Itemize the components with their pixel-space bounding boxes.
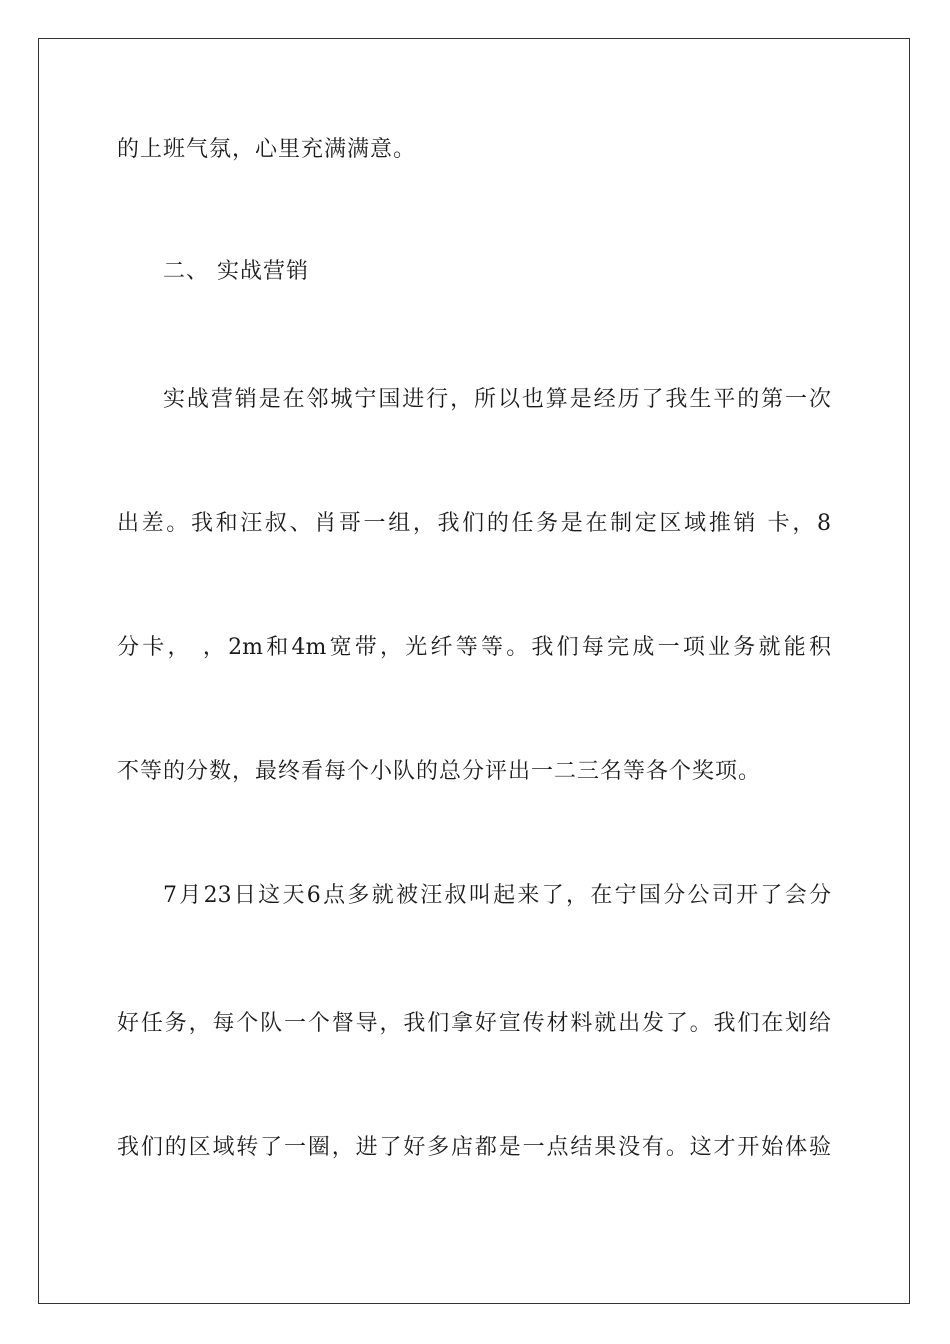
text-line-5: 分卡， ，2m和4m宽带，光纤等等。我们每完成一项业务就能积	[117, 635, 831, 660]
page-border	[38, 38, 910, 1304]
text-line-8: 好任务，每个队一个督导，我们拿好宣传材料就出发了。我们在划给	[117, 1011, 831, 1036]
text-line-9: 我们的区域转了一圈，进了好多店都是一点结果没有。这才开始体验	[117, 1135, 831, 1160]
text-line-7: 7月23日这天6点多就被汪叔叫起来了，在宁国分公司开了会分	[163, 883, 831, 908]
text-line-1: 的上班气氛，心里充满满意。	[117, 137, 417, 162]
text-line-4: 出差。我和汪叔、肖哥一组，我们的任务是在制定区域推销 卡，8	[117, 511, 831, 536]
text-line-6: 不等的分数，最终看每个小队的总分评出一二三名等各个奖项。	[117, 759, 762, 784]
text-line-3: 实战营销是在邻城宁国进行，所以也算是经历了我生平的第一次	[163, 387, 831, 412]
section-heading: 二、 实战营销	[163, 259, 309, 284]
